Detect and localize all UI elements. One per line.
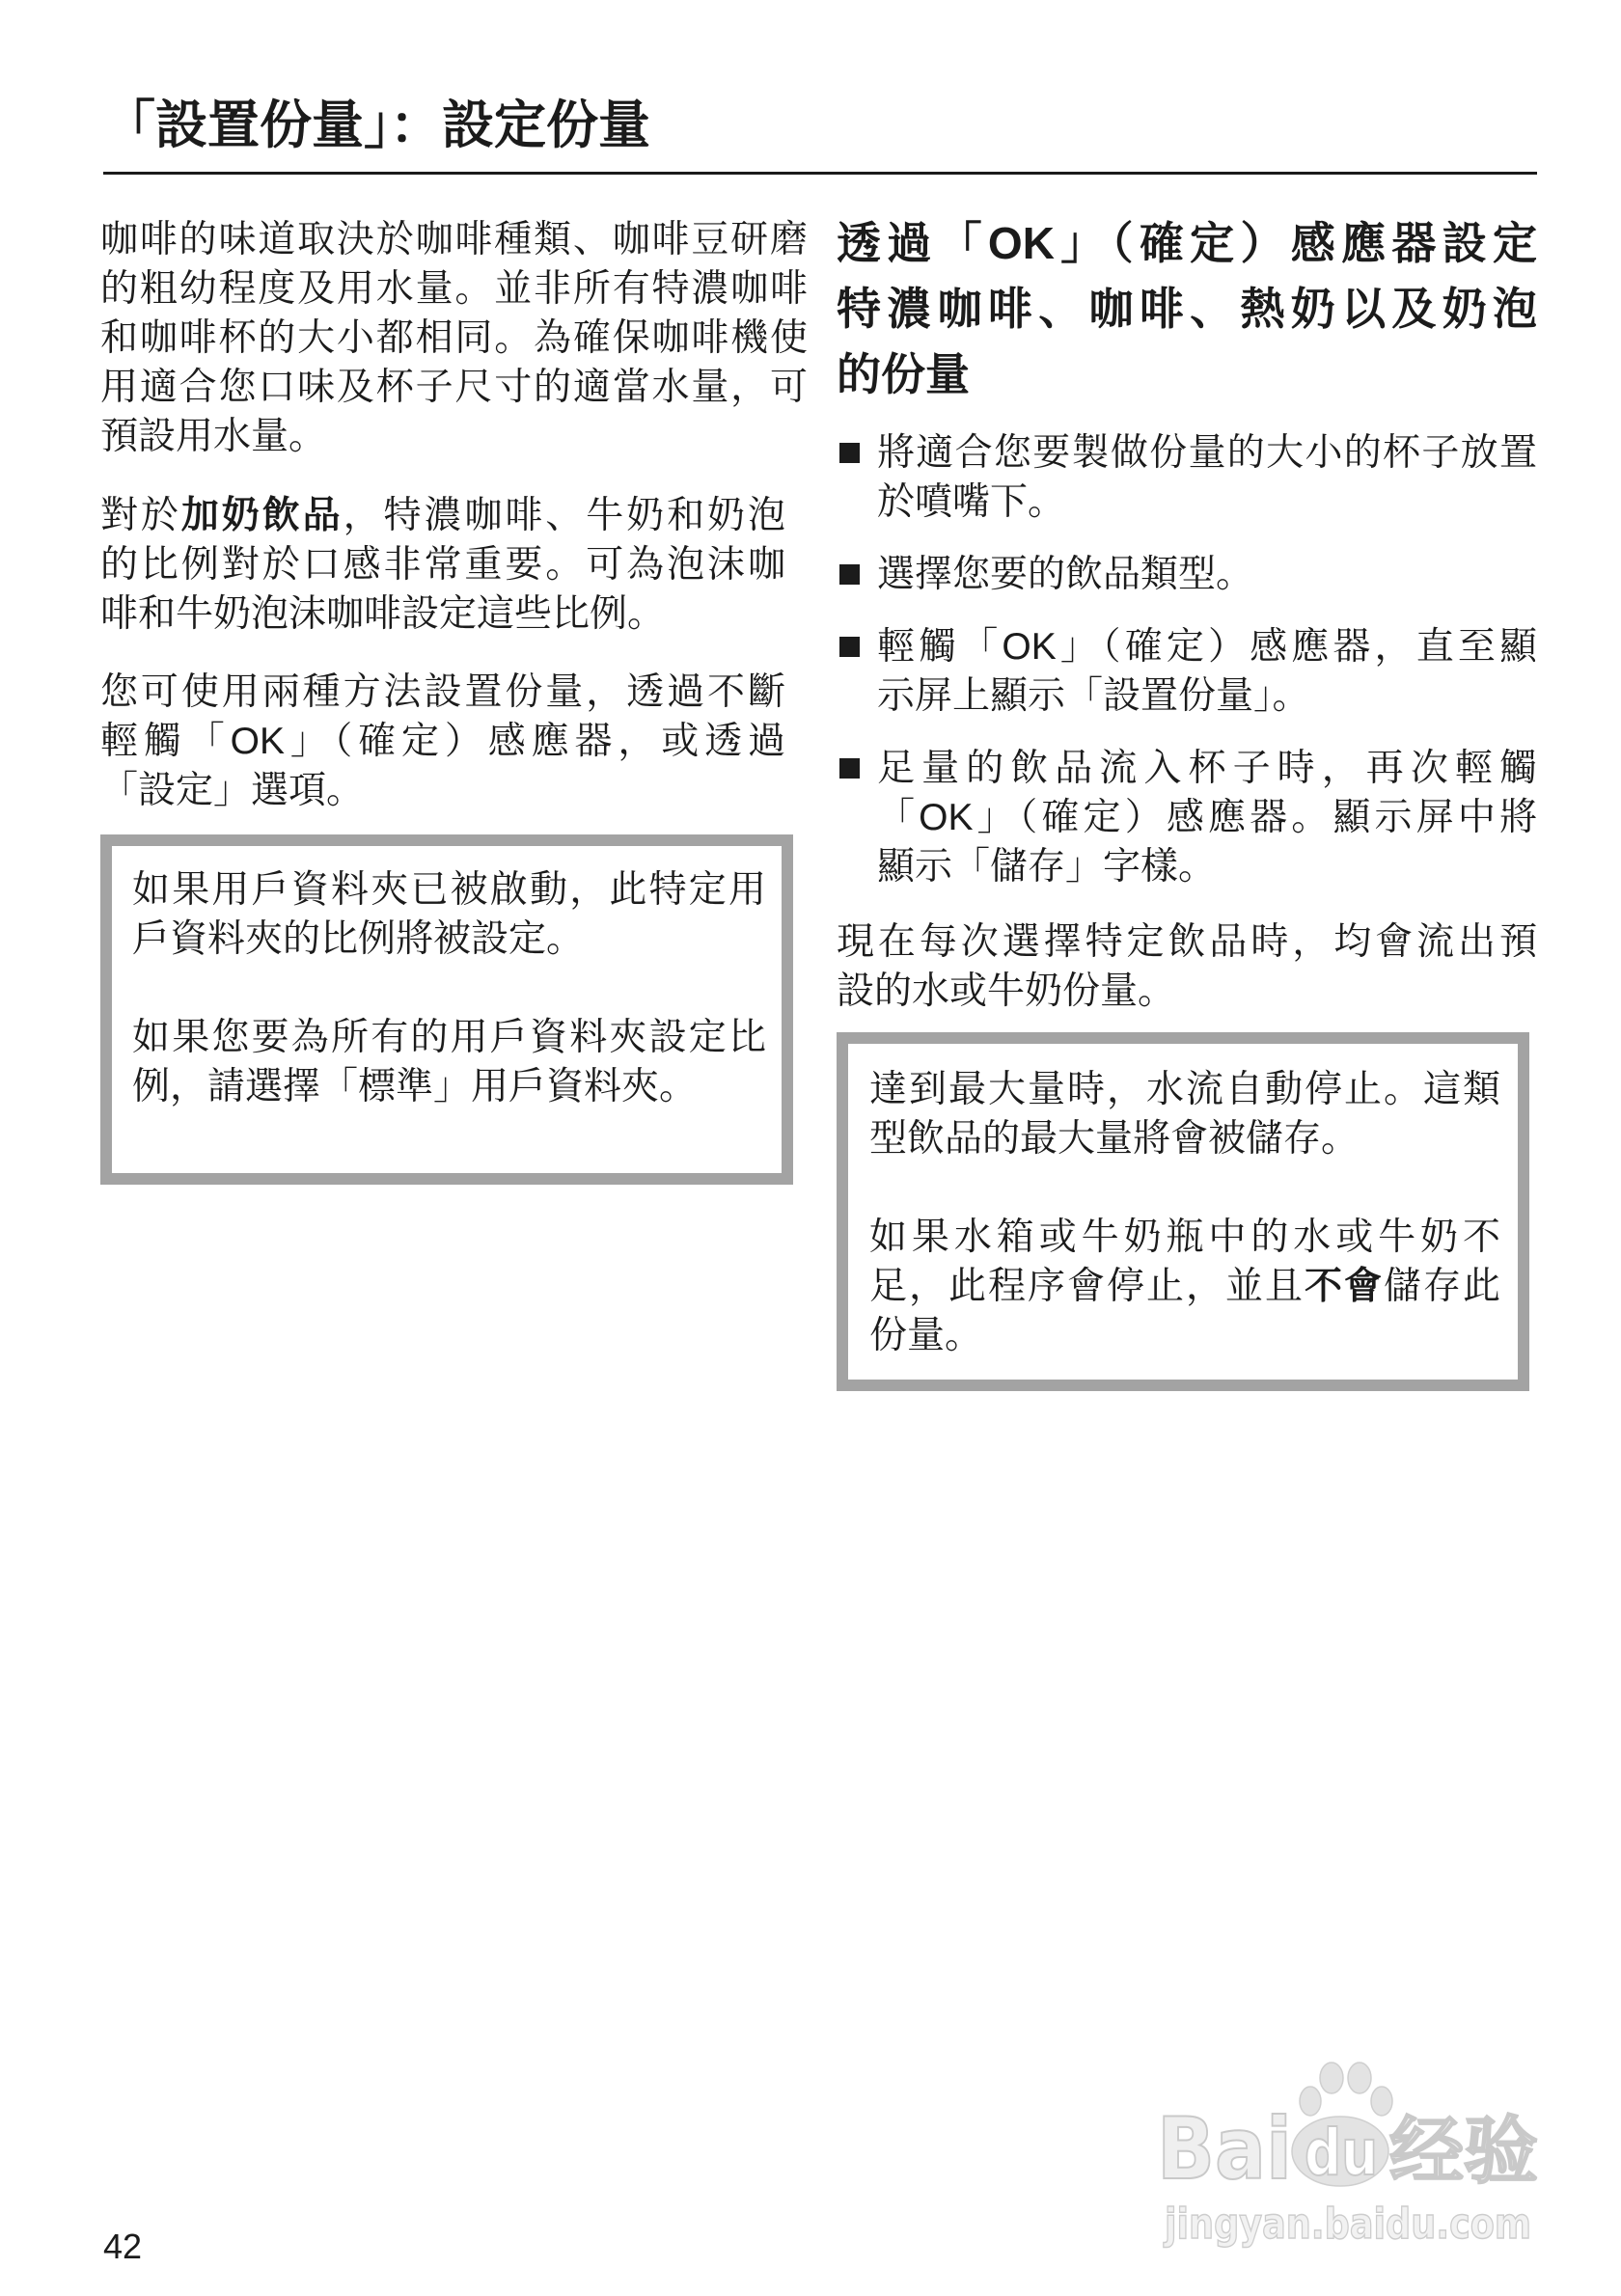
result-paragraph (837, 917, 1537, 1016)
emphasis-milk-drinks: 加奶飲品 (180, 495, 343, 536)
page-number: 42 (103, 2227, 143, 2266)
text-line: 現在每次選擇特定飲品時，均會流出預 (837, 921, 1537, 963)
note-paragraph (132, 865, 766, 964)
text-line: 「OK」（確定）感應器。顯示屏中將 (877, 797, 1537, 838)
text-line: 的比例對於口感非常重要。可為泡沫咖 (100, 544, 785, 586)
watermark-url: jingyan.baidu.com (1163, 2200, 1531, 2249)
text-line: 將適合您要製做份量的大小的杯子放置 (877, 432, 1537, 474)
heading-line: 透過「OK」（確定）感應器設定 (837, 218, 1537, 268)
text-line: 型飲品的最大量將會被儲存。 (869, 1118, 1360, 1160)
text-line: 足量的飲品流入杯子時，再次輕觸 (877, 748, 1537, 789)
text-run: 對於 (100, 495, 181, 536)
text-line: 咖啡的味道取決於咖啡種類、咖啡豆研磨 (100, 219, 808, 260)
text-line: 用適合您口味及杯子尺寸的適當水量，可 (100, 367, 808, 408)
watermark-text-jingyan: 经验 (1389, 2108, 1538, 2194)
text-line: 達到最大量時，水流自動停止。這類 (869, 1069, 1500, 1110)
text-run: 足，此程序會停止，並且 (869, 1266, 1305, 1307)
section-heading (837, 210, 1537, 407)
text-run: ，特濃咖啡、牛奶和奶泡 (343, 495, 785, 536)
text-line: 的粗幼程度及用水量。並非所有特濃咖啡 (100, 268, 808, 310)
watermark-text-du: du (1305, 2116, 1378, 2190)
square-bullet-icon (839, 564, 860, 585)
intro-paragraph (100, 215, 808, 461)
heading-line: 的份量 (837, 349, 970, 399)
text-line: 輕觸「OK」（確定）感應器，或透過 (100, 721, 785, 762)
note-paragraph (132, 1013, 766, 1111)
user-profile-note-box (100, 834, 793, 1185)
note-paragraph (869, 1213, 1500, 1360)
step-item (837, 622, 1537, 721)
right-column (837, 210, 1537, 1391)
text-line: 啡和牛奶泡沫咖啡設定這些比例。 (100, 593, 666, 635)
watermark-text-bai: Bai (1157, 2099, 1292, 2199)
heading-line: 特濃咖啡、咖啡、熱奶以及奶泡 (837, 284, 1537, 334)
text-run: 儲存此 (1383, 1266, 1500, 1307)
emphasis-will-not: 不會 (1304, 1266, 1384, 1307)
text-line: 您可使用兩種方法設置份量，透過不斷 (100, 671, 785, 713)
steps-list (837, 428, 1537, 891)
text-line: 預設用水量。 (100, 416, 327, 457)
text-line: 選擇您要的飲品類型。 (877, 554, 1254, 595)
text-line: 設的水或牛奶份量。 (837, 970, 1176, 1012)
square-bullet-icon (839, 758, 860, 779)
text-line: 例，請選擇「標準」用戶資料夾。 (132, 1066, 698, 1107)
square-bullet-icon (839, 637, 860, 657)
text-line: 示屏上顯示「設置份量」。 (877, 675, 1310, 717)
text-line: 份量。 (869, 1315, 983, 1356)
text-line: 「設定」選項。 (100, 770, 365, 811)
text-line: 於噴嘴下。 (877, 481, 1066, 523)
text-line: 如果水箱或牛奶瓶中的水或牛奶不 (869, 1216, 1500, 1258)
square-bullet-icon (839, 443, 860, 463)
step-item (837, 428, 1537, 527)
left-column (100, 215, 808, 1185)
step-item (837, 550, 1537, 599)
maximum-amount-note-box (837, 1032, 1529, 1391)
note-paragraph (869, 1065, 1500, 1163)
methods-paragraph (100, 668, 785, 815)
text-line (100, 491, 785, 540)
step-item (837, 744, 1537, 891)
page-title: 「設置份量」：設定份量 (103, 96, 650, 154)
text-line: 顯示「儲存」字樣。 (877, 846, 1217, 888)
text-line: 如果您要為所有的用戶資料夾設定比 (132, 1017, 766, 1058)
milk-drinks-paragraph (100, 491, 785, 639)
text-line: 戶資料夾的比例將被設定。 (132, 918, 585, 960)
text-line: 如果用戶資料夾已被啟動，此特定用 (132, 869, 766, 911)
text-line: 輕觸「OK」（確定）感應器，直至顯 (877, 626, 1537, 668)
baidu-jingyan-watermark (1148, 2055, 1544, 2257)
title-divider (103, 172, 1537, 175)
text-line: 和咖啡杯的大小都相同。為確保咖啡機使 (100, 317, 808, 359)
text-line (869, 1262, 1500, 1311)
